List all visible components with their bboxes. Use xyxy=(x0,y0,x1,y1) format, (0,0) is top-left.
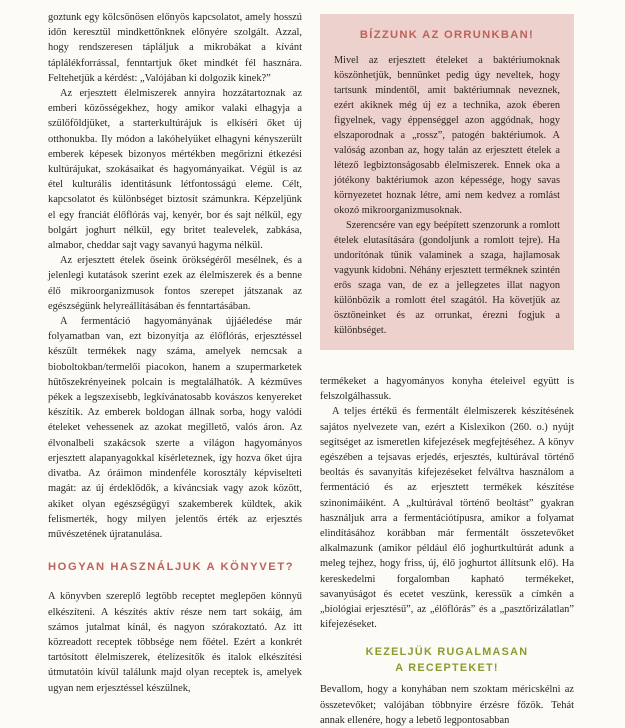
body-paragraph: Az erjesztett ételek őseink örökségéről mesélnek, és a jelenlegi kutatások szerint ezek az élelmiszerek és a benne élő mikroorganizmusok fontos szerepet játszanak az egészségünk helyreállításában és fenntartásában. xyxy=(48,255,302,312)
subsection-heading xyxy=(320,644,574,676)
sidebar-paragraph: Mivel az erjesztett ételeket a baktériumoknak köszönhetjük, bennünket pedig úgy neveltek, hogy tartsunk mindentől, amit baktériumnak neveznek, ezért akiknek még új ez a technika, azok éberen figyelnek, vagy éppenséggel azon aggódnak, hogy elszaporodnak a „rossz”, patogén baktériumok. A valóság azonban az, hogy talán az erjesztett ételek a létező legbiztonságosabb élelmiszerek. Ennek oka a jótékony baktériumok azon képessége, hogy savas környezetet hoznak létre, ami nem kedvez a romlást okozó mikroorganizmusoknak. xyxy=(334,55,560,216)
body-paragraph: A fermentáció hagyományának újjáéledése már folyamatban van, ezt bizonyítja az élőflórás, erjesztéssel készült termékek nagy száma, amelyek nemcsak a bioboltokban/termelői piacokon, hanem a szupermarketek hűtőszekrényeinek polcain is megtalálhatók. A kézműves pékek a legszexisebb, legkívánatosabb kovászos kenyereket készítik. Az emberek boldogan állnak sorba, hogy valódi ételeket vehessenek az azokat megillető, valós áron. Az élvonalbeli szakácsok szerte a világon hagyományos erjesztett alapanyagokkal kísérleteznek, így hozva őket újra divatba. Az óráimon mindenféle korosztály képviselteti magát: az új érdeklődők, a kíváncsiak vagy azok között, akiket olyan egészségügyi szakemberek küldtek, akik felismerték, hogy milyen jelentős érték az erjesztés művészetének újratanulása. xyxy=(48,316,302,540)
right-column xyxy=(320,374,574,728)
body-paragraph: A teljes értékű és fermentált élelmiszerek készítésének sajátos nyelvezete van, ezért a Kislexikon (260. o.) nyújt segítséget az ismeretlen kifejezések megfejtéséhez. A könyv egészében a tejsavas erjedés, erjesztés, kultúrával történő beoltás és savanyítás kifejezéseket felváltva használom a fermentáció és az erjesztett termékek készítése szinonimáiként. A „kultúrával történő beoltást” gyakran használjuk arra a fermentációtípusra, amikor a folyamat elindításához korábban már fermentált összetevőket alkalmazunk (amikor például élő joghurtkultúrát adunk a meleg tejhez, hogy friss, új, élő joghurtot állítsunk elő). Ha kereskedelmi forgalomban kapható termékeket, savanyúságot és ecetet veszünk, keressük a címkén a „biológiai erjesztésű”, az „élőflórás” és a „pasztőrizálatlan” kifejezéseket. xyxy=(320,406,574,631)
body-paragraph: termékeket a hagyományos konyha ételeivel együtt is felszolgálhassuk. xyxy=(320,376,574,403)
body-paragraph: Az erjesztett élelmiszerek annyira hozzátartoznak az emberi közösségekhez, hogy amikor valaki elhagyja a szülőföldjüket, a starterkultúrájuk is elkíséri őket új otthonukba. Ily módon a lakóhelyüket elhagyni kényszerült emberek képesek bizonyos mértékben megőrizni étkezési kultúrájukat, szokásaikat és hagyományaikat. Végül is az étel kulturális identitásunk létfontosságú eleme. Célt, kapcsolatot és különbséget biztosít számunkra. Képzeljünk el egy franciát élőflórás vaj, kenyér, bor és sajt nélkül, egy bolgárt joghurt nélkül, egy britet tealevelek, zabkása, almabor, cheddar sajt vagy savanyú hagyma nélkül. xyxy=(48,88,302,252)
sidebar-box xyxy=(320,14,574,350)
body-paragraph: Bevallom, hogy a konyhában nem szoktam méricskélni az összetevőket; valójában többnyire érzésre főzök. Tehát annak ellenére, hogy a lebető legpontosabban xyxy=(320,684,574,726)
left-column xyxy=(48,10,302,696)
subsection-heading-line-1: KEZELJÜK RUGALMASAN xyxy=(365,646,529,659)
body-paragraph: goztunk egy kölcsönösen előnyös kapcsolatot, amely hosszú időn keresztül mindkettőnknek előnyére szolgált. Azzal, hogy rendszeresen tápláljuk a mikrobákat a kívánt táplálékforrással, fenntartjuk őket mindkét fél hasznára. Feltehetjük a kérdést: „Valójában ki dolgozik kinek?” xyxy=(48,12,302,84)
body-paragraph: A könyvben szereplő legtöbb receptet meglepően könnyű elkészíteni. A készítés aktív része nem tart sokáig, ám számos jutalmat kínál, és nagyon szórakoztató. Az itt közreadott receptek többsége nem főétel. Ezért a konkrét tartósított élelmiszerek, ételízesítők és italok elkészítési útmutatóin kívül találunk majd olyan receptek is, amelyek ugyan nem erjesztéssel készülnek, xyxy=(48,591,302,694)
subsection-heading-line-2: A RECEPTEKET! xyxy=(395,662,499,675)
sidebar-paragraph: Szerencsére van egy beépített szenzorunk a romlott ételek elutasítására (gondoljunk a romlott tejre). Ha undorítónak tűnik valaminek a szaga, hajlamosak vagyunk kidobni. Néhány erjesztett terméknek szintén erős szaga van, de ez a jellegzetes illat nagyon különbözik a romlott étel szagától. Ha követjük az ösztöneinket és az orrunkat, érezni fogjuk a különbséget. xyxy=(334,220,560,336)
section-heading: HOGYAN HASZNÁLJUK A KÖNYVET? xyxy=(48,561,295,574)
sidebar-heading: BÍZZUNK AZ ORRUNKBAN! xyxy=(359,29,535,41)
